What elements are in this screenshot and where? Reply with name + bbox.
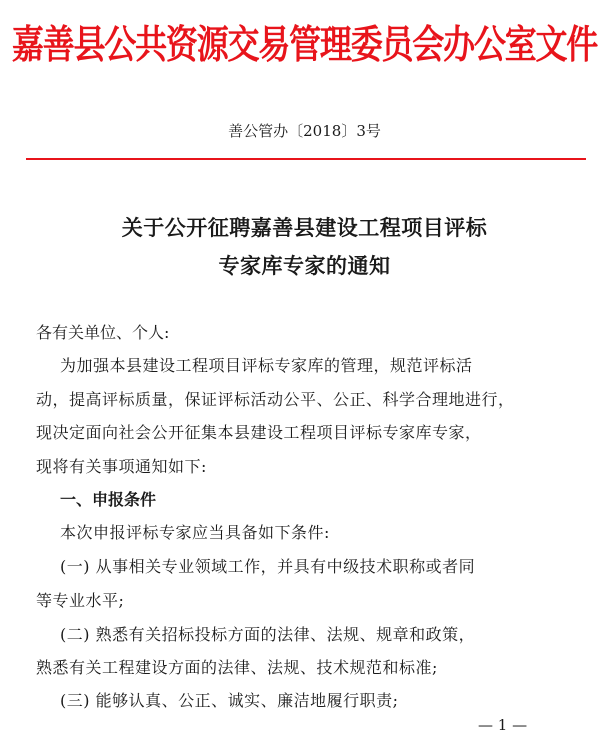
paragraph-1-line-4: 现将有关事项通知如下: [36,457,207,476]
item-3-line-1: (三) 能够认真、公正、诚实、廉洁地履行职责; [60,691,399,710]
paragraph-1-line-3: 现决定面向社会公开征集本县建设工程项目评标专家库专家， [36,423,482,442]
document-number: 善公管办〔2018〕3号 [228,122,381,140]
notice-title-line-2: 专家库专家的通知 [218,253,391,278]
issuing-office-title: 嘉善县公共资源交易管理委员会办公室文件 [11,21,598,68]
item-2-line-1: (二) 熟悉有关招标投标方面的法律、法规、规章和政策， [60,625,476,644]
item-1-line-2: 等专业水平; [36,591,125,610]
section-1-heading: 一、申报条件 [60,490,157,509]
paragraph-1-line-1: 为加强本县建设工程项目评标专家库的管理，规范评标活 [60,356,473,375]
item-2-line-2: 熟悉有关工程建设方面的法律、法规、技术规范和标准; [36,658,438,677]
item-1-line-1: (一) 从事相关专业领域工作，并具有中级技术职称或者同 [60,557,476,576]
notice-title-line-1: 关于公开征聘嘉善县建设工程项目评标 [121,215,488,240]
page-number: — 1 — [478,716,528,734]
paragraph-1-line-2: 动，提高评标质量，保证评标活动公平、公正、科学合理地进行， [36,390,515,409]
salutation: 各有关单位、个人: [36,323,170,342]
red-divider-rule [26,158,586,160]
section-1-intro: 本次申报评标专家应当具备如下条件: [60,523,330,542]
